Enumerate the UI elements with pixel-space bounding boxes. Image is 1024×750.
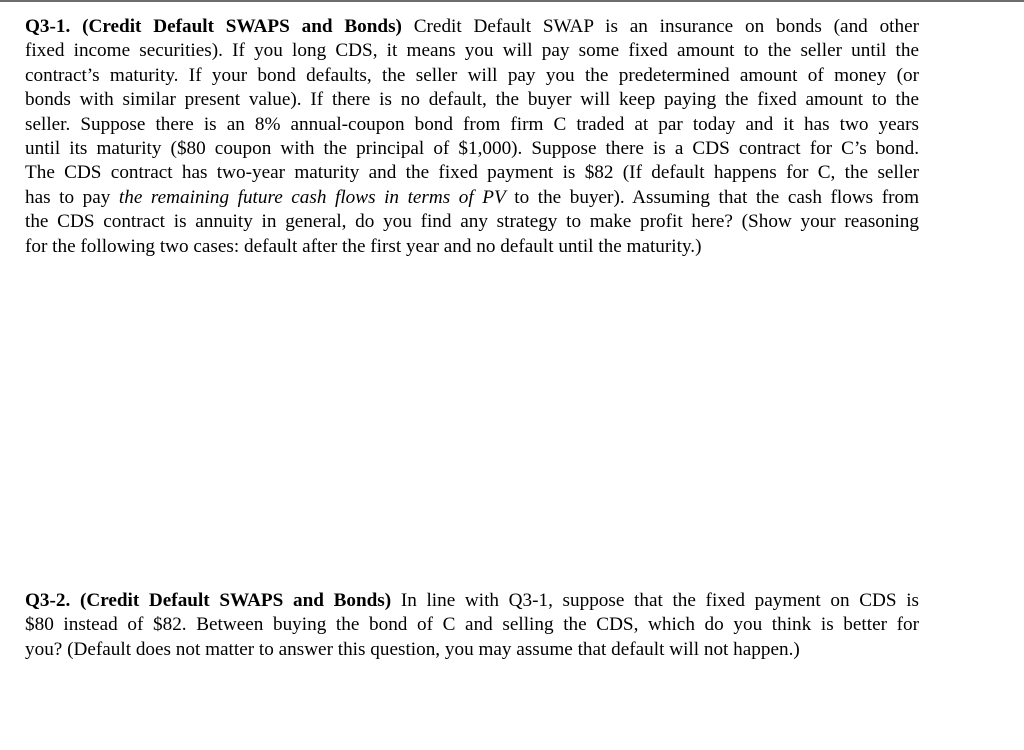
question-3-1-text: has to pay [25, 186, 119, 208]
question-3-2-text: In line with Q3-1, suppose that the fixed payment on CDS is [391, 590, 919, 611]
question-3-1-text: Credit Default SWAP is an insurance on bonds (and other [401, 16, 919, 37]
question-3-2-line [25, 589, 919, 613]
question-3-1-line: The CDS contract has two-year maturity and the fixed payment is $82 (If default happens for C, the seller [25, 162, 919, 184]
question-3-1-line: for the following two cases: default after the first year and no default until the maturity.) [25, 235, 702, 257]
question-3-1-text: to the buyer). Assuming that the cash flows from [505, 186, 919, 208]
question-3-2-line: $80 instead of $82. Between buying the bond of C and selling the CDS, which do you think is better for [25, 614, 919, 636]
question-3-1-line: contract’s maturity. If your bond defaults, the seller will pay you the predetermined amount of money (or [25, 64, 919, 86]
question-3-1-line: fixed income securities). If you long CDS, it means you will pay some fixed amount to the seller until the [25, 40, 919, 62]
question-3-1-line [25, 186, 919, 210]
question-3-1-line [25, 15, 919, 39]
question-3-2-line: you? (Default does not matter to answer this question, you may assume that default will not happen.) [25, 638, 800, 660]
question-3-1-line: bonds with similar present value). If there is no default, the buyer will keep paying the fixed amount to the [25, 89, 919, 111]
question-3-2-heading: Q3-2. (Credit Default SWAPS and Bonds) [25, 590, 392, 611]
question-3-1-line: the CDS contract is annuity in general, do you find any strategy to make profit here? (Show your reasoning [25, 211, 919, 233]
question-3-1-line: until its maturity ($80 coupon with the principal of $1,000). Suppose there is a CDS contract for C’s bond. [25, 138, 919, 160]
question-3-2 [25, 589, 919, 662]
question-3-1 [25, 15, 919, 259]
top-divider [0, 0, 1024, 2]
question-3-1-line: seller. Suppose there is an 8% annual-coupon bond from firm C traded at par today and it has two years [25, 113, 919, 135]
question-3-1-emphasis: the remaining future cash flows in terms of PV [118, 186, 506, 208]
question-3-1-heading: Q3-1. (Credit Default SWAPS and Bonds) [25, 16, 402, 37]
